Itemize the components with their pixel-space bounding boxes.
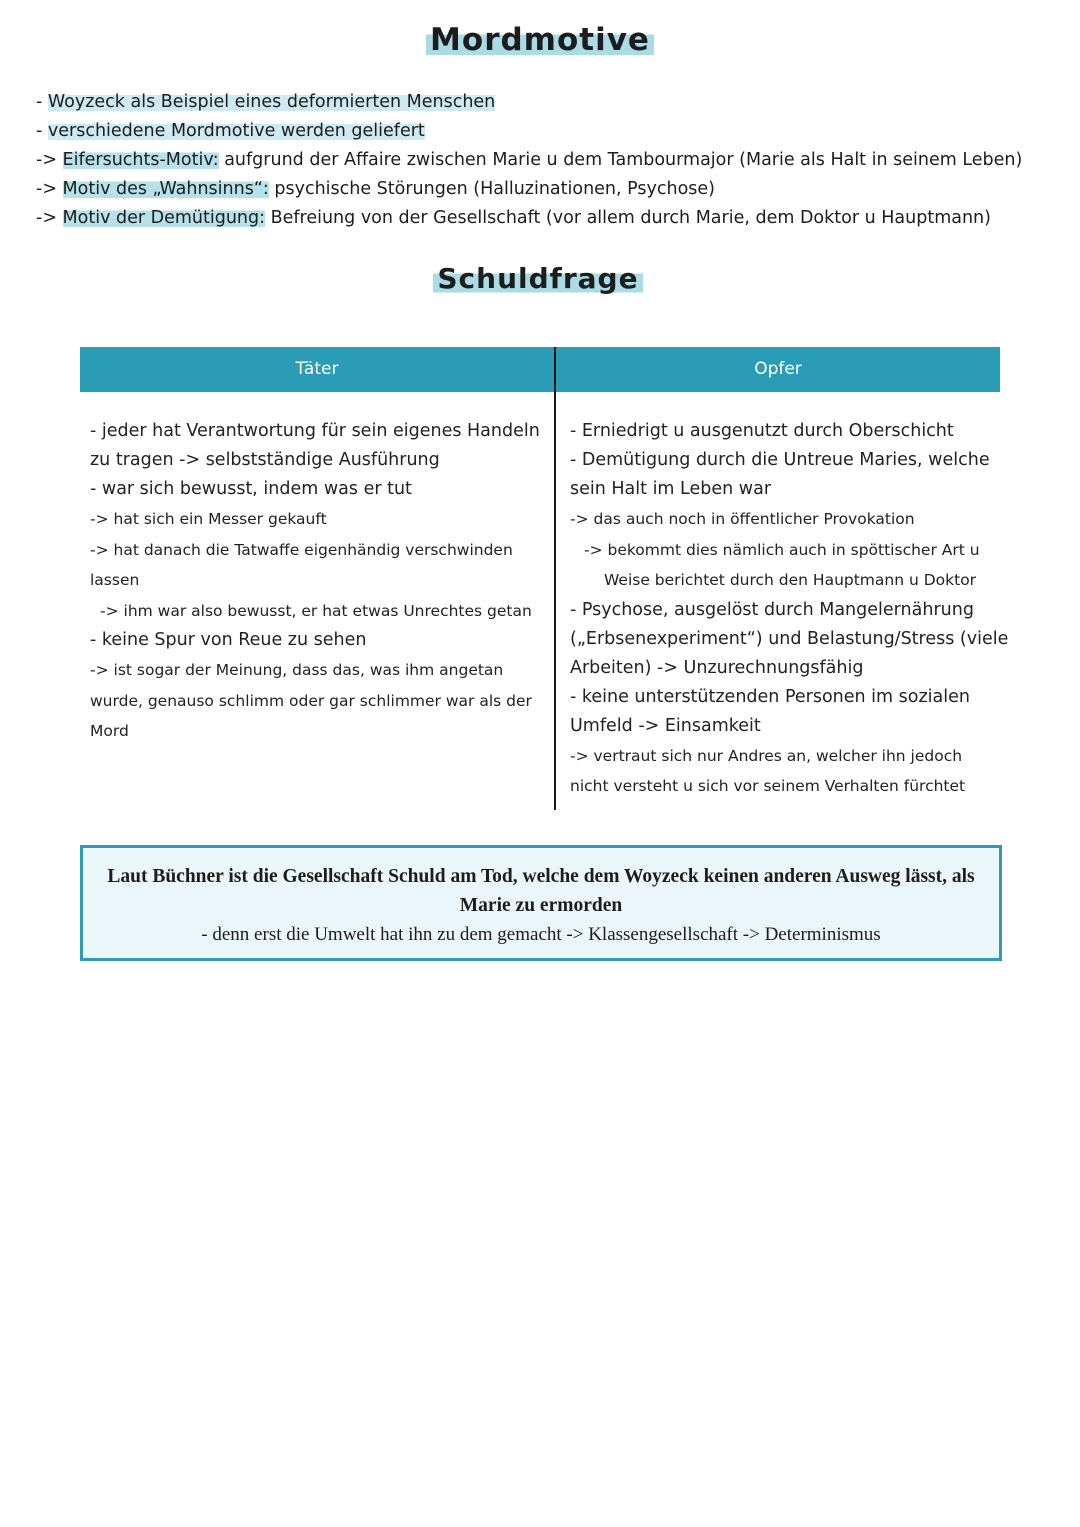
list-item: -> vertraut sich nur Andres an, welcher ihn jedoch xyxy=(570,746,963,765)
list-item: - keine unterstützenden Personen im sozialen xyxy=(570,686,970,707)
comparison-table xyxy=(80,347,1009,810)
list-item: - Erniedrigt u ausgenutzt durch Oberschicht xyxy=(570,421,954,441)
intro-line: -> Motiv der Demütigung: Befreiung von der Gesellschaft (vor allem durch Marie, dem Doktor u Hauptmann) xyxy=(36,208,991,228)
list-item: Mord xyxy=(90,722,129,740)
list-item: lassen xyxy=(90,571,140,589)
title-schuldfrage: Schuldfrage xyxy=(0,262,1078,295)
intro-line: - Woyzeck als Beispiel eines deformierten Menschen xyxy=(36,92,496,112)
list-item: -> ist sogar der Meinung, dass das, was ihm angetan xyxy=(90,661,504,679)
table-header xyxy=(80,347,1000,392)
summary-line-3: - denn erst die Umwelt hat ihn zu dem gemacht -> Klassengesellschaft -> Determinismus xyxy=(201,924,881,945)
list-item: -> bekommt dies nämlich auch in spöttischer Art u xyxy=(584,540,980,559)
title-mordmotive: Mordmotive xyxy=(0,22,1080,58)
column-taeter xyxy=(90,417,545,747)
list-item: zu tragen -> selbstständige Ausführung xyxy=(90,450,440,470)
list-item: -> ihm war also bewusst, er hat etwas Unrechtes getan xyxy=(100,601,532,620)
list-item: - war sich bewusst, indem was er tut xyxy=(90,479,412,499)
list-item: - keine Spur von Reue zu sehen xyxy=(90,630,367,650)
list-item: („Erbsenexperiment“) und Belastung/Stress (viele xyxy=(570,628,1009,649)
list-item: nicht versteht u sich vor seinem Verhalten fürchtet xyxy=(570,777,966,795)
list-item: Umfeld -> Einsamkeit xyxy=(570,715,761,736)
summary-line-1: Laut Büchner ist die Gesellschaft Schuld am Tod, welche dem Woyzeck keinen anderen Ausweg lässt, als xyxy=(107,866,975,887)
list-item: - jeder hat Verantwortung für sein eigenes Handeln xyxy=(90,421,540,441)
list-item: - Demütigung durch die Untreue Maries, welche xyxy=(570,450,990,470)
intro-line: -> Eifersuchts-Motiv: aufgrund der Affaire zwischen Marie u dem Tambourmajor (Marie als Halt in seinem Leben) xyxy=(36,150,1023,170)
column-divider xyxy=(554,347,556,810)
list-item: Arbeiten) -> Unzurechnungsfähig xyxy=(570,657,864,678)
intro-list xyxy=(36,88,1046,233)
list-item: -> hat sich ein Messer gekauft xyxy=(90,510,327,528)
list-item: Weise berichtet durch den Hauptmann u Doktor xyxy=(604,571,977,589)
intro-line: - verschiedene Mordmotive werden geliefert xyxy=(36,121,425,141)
list-item: -> hat danach die Tatwaffe eigenhändig verschwinden xyxy=(90,540,513,559)
header-taeter: Täter xyxy=(295,359,339,379)
summary-line-2: Marie zu ermorden xyxy=(459,895,623,916)
intro-line: -> Motiv des „Wahnsinns“: psychische Störungen (Halluzinationen, Psychose) xyxy=(36,179,716,199)
header-opfer: Opfer xyxy=(754,359,802,379)
list-item: wurde, genauso schlimm oder gar schlimmer war als der xyxy=(90,691,532,710)
column-opfer xyxy=(570,417,1009,802)
summary-box xyxy=(80,845,1002,961)
list-item: - Psychose, ausgelöst durch Mangelernährung xyxy=(570,599,974,620)
list-item: -> das auch noch in öffentlicher Provokation xyxy=(570,510,915,528)
list-item: sein Halt im Leben war xyxy=(570,479,772,499)
